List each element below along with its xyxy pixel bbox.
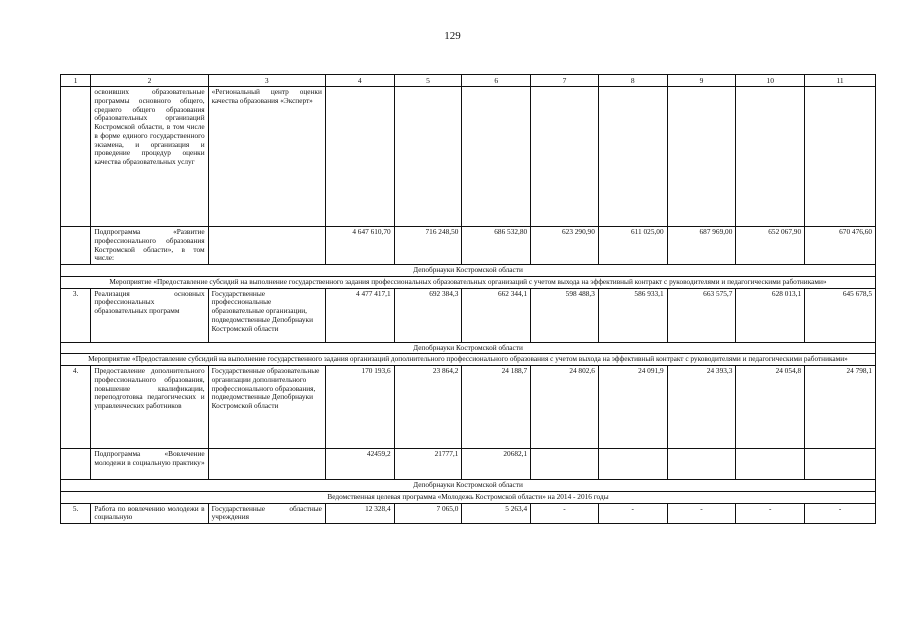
value-cell: 24 091,9 — [598, 366, 667, 449]
section-event-row — [61, 354, 876, 366]
value-cell: 170 193,6 — [325, 366, 394, 449]
value-cell — [394, 87, 462, 227]
table-row — [61, 449, 876, 480]
header-cell: 8 — [598, 75, 667, 87]
value-cell: 652 067,90 — [736, 227, 805, 265]
value-cell: 662 344,1 — [462, 288, 531, 342]
value-cell — [667, 449, 736, 480]
value-cell: 20682,1 — [462, 449, 531, 480]
value-cell: 670 476,60 — [805, 227, 876, 265]
value-cell: 4 647 610,70 — [325, 227, 394, 265]
header-cell: 10 — [736, 75, 805, 87]
value-cell — [598, 87, 667, 227]
executor-cell — [208, 227, 325, 265]
value-cell: - — [531, 503, 599, 524]
section-agency-row — [61, 342, 876, 354]
value-cell — [667, 87, 736, 227]
executor-cell: Государственные областные учреждения — [208, 503, 325, 524]
value-cell — [462, 87, 531, 227]
name-cell: Реализация основных профессиональных образовательных программ — [91, 288, 208, 342]
value-cell — [736, 449, 805, 480]
name-cell: освоивших образовательные программы основного общего, среднего общего образования образовательных организаций Костромской области, в том числе в форме единого государственного экзамена, и организация и проведение процедур оценки качества образовательных услуг — [91, 87, 208, 227]
name-cell: Подпрограмма «Развитие профессионального образования Костромской области», в том числе: — [91, 227, 208, 265]
header-cell: 7 — [531, 75, 599, 87]
value-cell: - — [667, 503, 736, 524]
value-cell — [531, 87, 599, 227]
value-cell: 611 025,00 — [598, 227, 667, 265]
table-row — [61, 366, 876, 449]
section-event: Мероприятие «Предоставление субсидий на выполнение государственного задания профессиональных образовательных организаций с учетом выхода на эффективный контракт с руководителями и педагогическими работниками» — [61, 276, 876, 288]
value-cell — [805, 87, 876, 227]
value-cell: 628 013,1 — [736, 288, 805, 342]
name-cell: Подпрограмма «Вовлечение молодежи в социальную практику» — [91, 449, 208, 480]
value-cell: 24 054,8 — [736, 366, 805, 449]
row-number-cell: 3. — [61, 288, 91, 342]
header-cell: 2 — [91, 75, 208, 87]
section-event: Ведомственная целевая программа «Молодежь Костромской области» на 2014 - 2016 годы — [61, 491, 876, 503]
section-event-row — [61, 491, 876, 503]
value-cell: 686 532,80 — [462, 227, 531, 265]
value-cell: 24 393,3 — [667, 366, 736, 449]
value-cell: 663 575,7 — [667, 288, 736, 342]
table-row — [61, 227, 876, 265]
name-cell: Предоставление дополнительного профессионального образования, повышение квалификации, переподготовка педагогических и управленческих работников — [91, 366, 208, 449]
value-cell: 645 678,5 — [805, 288, 876, 342]
header-cell: 4 — [325, 75, 394, 87]
value-cell: 24 802,6 — [531, 366, 599, 449]
row-number-cell — [61, 449, 91, 480]
name-cell: Работа по вовлечению молодежи в социальную — [91, 503, 208, 524]
row-number-cell — [61, 87, 91, 227]
table-row — [61, 87, 876, 227]
executor-cell: «Региональный центр оценки качества образования «Эксперт» — [208, 87, 325, 227]
value-cell: 21777,1 — [394, 449, 462, 480]
value-cell — [598, 449, 667, 480]
table-row — [61, 503, 876, 524]
table-row — [61, 288, 876, 342]
value-cell: 42459,2 — [325, 449, 394, 480]
value-cell: 5 263,4 — [462, 503, 531, 524]
section-event: Мероприятие «Предоставление субсидий на выполнение государственного задания организаций дополнительного профессионального образования с учетом выхода на эффективный контракт с руководителями и педагогическими работниками» — [61, 354, 876, 366]
value-cell: 598 488,3 — [531, 288, 599, 342]
section-agency: Депобрнауки Костромской области — [61, 480, 876, 492]
header-cell: 1 — [61, 75, 91, 87]
section-event-row — [61, 276, 876, 288]
executor-cell — [208, 449, 325, 480]
value-cell: 12 328,4 — [325, 503, 394, 524]
value-cell: 24 188,7 — [462, 366, 531, 449]
value-cell: - — [598, 503, 667, 524]
row-number-cell: 4. — [61, 366, 91, 449]
row-number-cell: 5. — [61, 503, 91, 524]
value-cell — [736, 87, 805, 227]
header-row — [61, 75, 876, 87]
value-cell: 7 065,0 — [394, 503, 462, 524]
row-number-cell — [61, 227, 91, 265]
value-cell — [805, 449, 876, 480]
header-cell: 6 — [462, 75, 531, 87]
value-cell: - — [736, 503, 805, 524]
section-agency-row — [61, 480, 876, 492]
executor-cell: Государственные образовательные организации дополнительного профессионального образования, подведомственные Депобрнауки Костромской области — [208, 366, 325, 449]
value-cell: 24 798,1 — [805, 366, 876, 449]
section-agency: Депобрнауки Костромской области — [61, 342, 876, 354]
header-cell: 5 — [394, 75, 462, 87]
executor-cell: Государственные профессиональные образовательные организации, подведомственные Депобрнауки Костромской области — [208, 288, 325, 342]
value-cell: 586 933,1 — [598, 288, 667, 342]
section-agency-row — [61, 265, 876, 277]
value-cell: 623 290,90 — [531, 227, 599, 265]
page-number: 129 — [444, 30, 461, 42]
value-cell — [325, 87, 394, 227]
value-cell: 687 969,00 — [667, 227, 736, 265]
header-cell: 9 — [667, 75, 736, 87]
header-cell: 3 — [208, 75, 325, 87]
value-cell: - — [805, 503, 876, 524]
value-cell: 692 384,3 — [394, 288, 462, 342]
header-cell: 11 — [805, 75, 876, 87]
value-cell: 23 864,2 — [394, 366, 462, 449]
value-cell: 716 248,50 — [394, 227, 462, 265]
section-agency: Депобрнауки Костромской области — [61, 265, 876, 277]
value-cell: 4 477 417,1 — [325, 288, 394, 342]
budget-table — [60, 74, 876, 524]
value-cell — [531, 449, 599, 480]
